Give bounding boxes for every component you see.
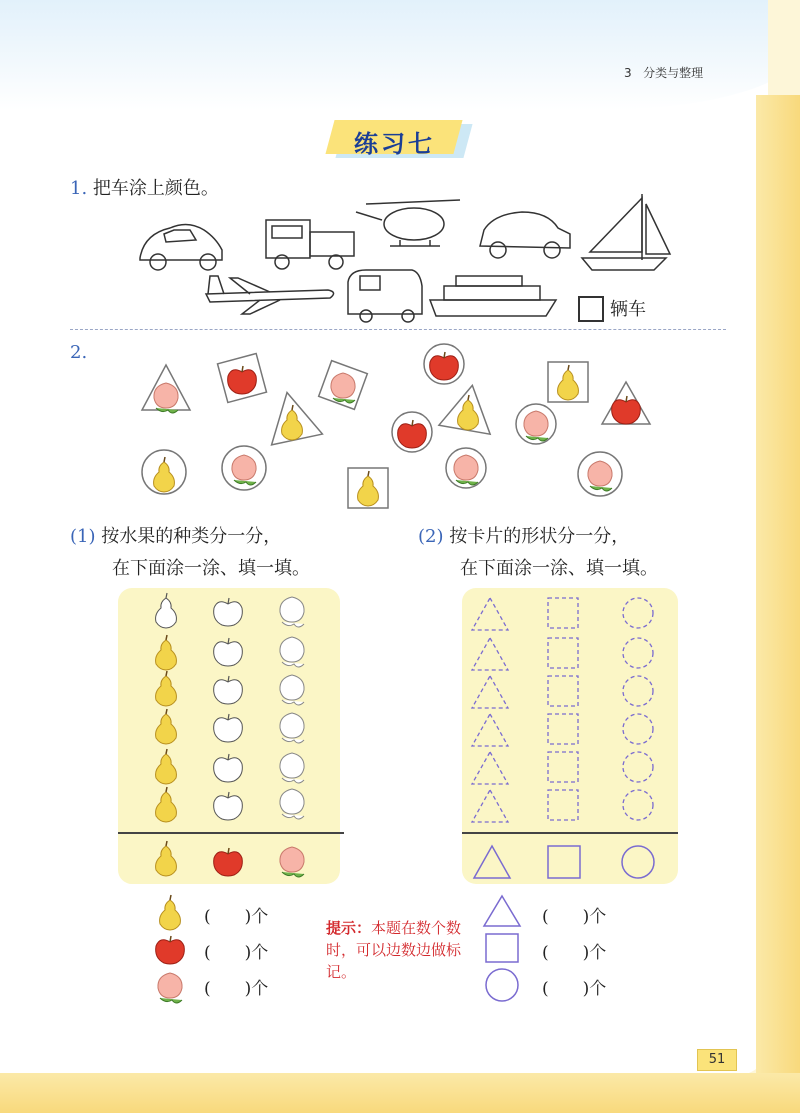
answer-apple-count[interactable]: ( )个 <box>204 943 269 963</box>
sub-question-1-line2: 在下面涂一涂、填一填。 <box>112 558 310 579</box>
sub-question-2-line2: 在下面涂一涂、填一填。 <box>460 558 658 579</box>
answer-square-icon <box>486 934 518 962</box>
answer-triangle-count[interactable]: ( )个 <box>542 907 607 927</box>
answer-circle-icon <box>486 969 518 1001</box>
sub-question-1-number: (1) <box>70 526 96 547</box>
chapter-number: 3 <box>624 66 632 80</box>
question-1-text: 把车涂上颜色。 <box>92 178 219 199</box>
answer-peach-icon <box>158 973 182 1003</box>
answer-circle-count[interactable]: ( )个 <box>542 979 607 999</box>
answer-pear-count[interactable]: ( )个 <box>204 907 269 927</box>
car-count-label: 辆车 <box>610 299 646 320</box>
sub-question-2-line1: 按卡片的形状分一分， <box>449 526 630 547</box>
hint-label: 提示： <box>326 919 372 937</box>
sub-question-1-line1: 按水果的种类分一分， <box>101 526 282 547</box>
page-number: 51 <box>697 1049 737 1071</box>
answer-peach-count[interactable]: ( )个 <box>204 979 269 999</box>
answer-apple-icon <box>156 936 185 964</box>
answer-triangle-icon <box>484 896 520 926</box>
hint-text: 本题在数个数时，可以边数边做标记。 <box>326 919 462 981</box>
hint-box <box>326 917 466 983</box>
question-1-number: 1. <box>70 178 88 199</box>
chapter-title: 分类与整理 <box>643 66 704 80</box>
answer-pear-icon <box>160 895 181 930</box>
sub-question-2-number: (2) <box>418 526 444 547</box>
bottom-decor-band <box>0 1073 800 1113</box>
question-2-number: 2. <box>70 342 88 363</box>
exercise-title: 练习七 <box>354 129 435 158</box>
answer-square-count[interactable]: ( )个 <box>542 943 607 963</box>
